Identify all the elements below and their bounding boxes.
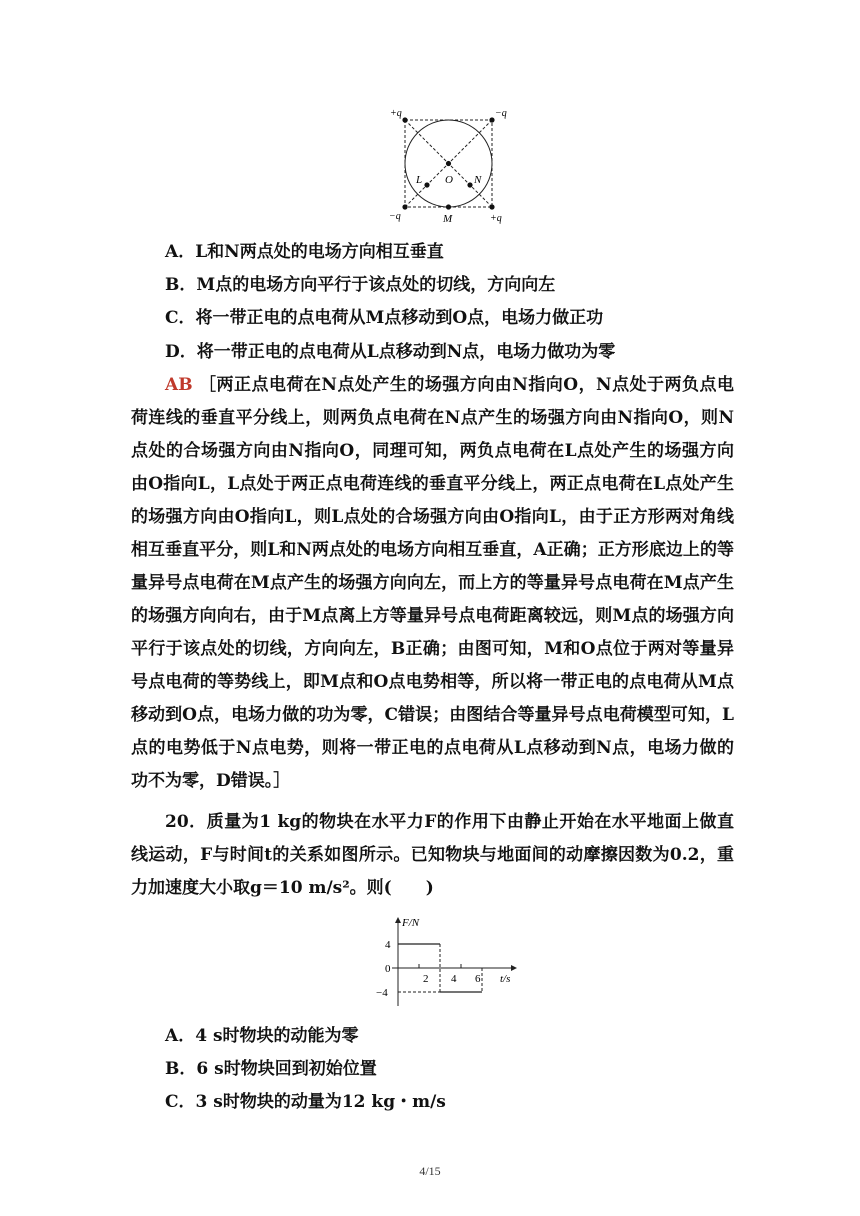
label-bl: −q bbox=[389, 211, 401, 222]
charge-top-right bbox=[489, 117, 494, 122]
option-19-a: A．L和N两点处的电场方向相互垂直 bbox=[165, 242, 444, 262]
label-N: N bbox=[474, 174, 482, 186]
label-O: O bbox=[445, 174, 453, 186]
y-tick-neg4: −4 bbox=[376, 987, 388, 999]
option-20-c: C．3 s时物块的动量为12 kg・m/s bbox=[165, 1092, 446, 1112]
label-br: +q bbox=[490, 213, 502, 224]
point-M bbox=[446, 204, 451, 209]
y-tick-4: 4 bbox=[385, 939, 391, 951]
point-O bbox=[446, 161, 451, 166]
question-20: 20．质量为1 kg的物块在水平力F的作用下由静止开始在水平地面上做直线运动，F与时间t的关系如图所示。已知物块与地面间的动摩擦因数为0.2，重力加速度大小取g＝10 m/s²。则( ) bbox=[131, 812, 734, 898]
x-axis-label: t/s bbox=[500, 973, 511, 985]
charge-top-left bbox=[402, 117, 407, 122]
option-20-b: B．6 s时物块回到初始位置 bbox=[165, 1059, 377, 1079]
answer-explanation: ［两正点电荷在N点处产生的场强方向由N指向O，N点处于两负点电荷连线的垂直平分线上，则两负点电荷在N点产生的场强方向由N指向O，则N点处的合场强方向由N指向O，同理可知，两负点电荷在L点处产生的场强方向由O指向L，L点处于两正点电荷连线的垂直平分线上，两正点电荷在L点处产生的场强方向由O指向L，则L点处的合场强方向由O指向L，由于正方形两对角线相互垂直平分，则L和N两点处的电场方向相互垂直，A正确；正方形底边上的等量异号点电荷在M点产生的场强方向向左，而上方的等量异号点电荷在M点产生的场强方向向右，由于M点离上方等量异号点电荷距离较远，则M点的场强方向平行于该点处的切线，方向向左，B正确；由图可知，M和O点位于两对等量异号点电荷的等势线上，即M点和O点电势相等，所以将一带正电的点电荷从M点移动到O点，电场力做的功为零，C错误；由图结合等量异号点电荷模型可知，L点的电势低于N点电势，则将一带正电的点电荷从L点移动到N点，电场力做的功不为零，D错误。］ bbox=[131, 375, 734, 791]
point-L bbox=[424, 182, 429, 187]
charge-square-figure bbox=[385, 103, 515, 228]
label-L: L bbox=[416, 174, 423, 186]
y-axis-label: F/N bbox=[402, 917, 420, 929]
x-tick-4: 4 bbox=[451, 973, 457, 985]
force-time-graph bbox=[366, 910, 522, 1010]
point-N bbox=[467, 182, 472, 187]
option-19-d: D．将一带正电的点电荷从L点移动到N点，电场力做功为零 bbox=[165, 342, 616, 362]
option-19-c: C．将一带正电的点电荷从M点移动到O点，电场力做正功 bbox=[165, 308, 604, 328]
answer-19 bbox=[131, 369, 734, 798]
x-tick-6: 6 bbox=[475, 973, 481, 985]
label-tl: +q bbox=[390, 108, 402, 119]
answer-label: AB bbox=[165, 375, 193, 395]
option-19-b: B．M点的电场方向平行于该点处的切线，方向向左 bbox=[165, 275, 556, 295]
label-tr: −q bbox=[495, 108, 507, 119]
label-M: M bbox=[443, 213, 453, 225]
y-tick-0: 0 bbox=[385, 963, 391, 975]
x-tick-2: 2 bbox=[423, 973, 429, 985]
charge-bottom-left bbox=[402, 204, 407, 209]
charge-bottom-right bbox=[489, 204, 494, 209]
page-number: 4/15 bbox=[419, 1164, 441, 1178]
option-20-a: A．4 s时物块的动能为零 bbox=[165, 1026, 359, 1046]
